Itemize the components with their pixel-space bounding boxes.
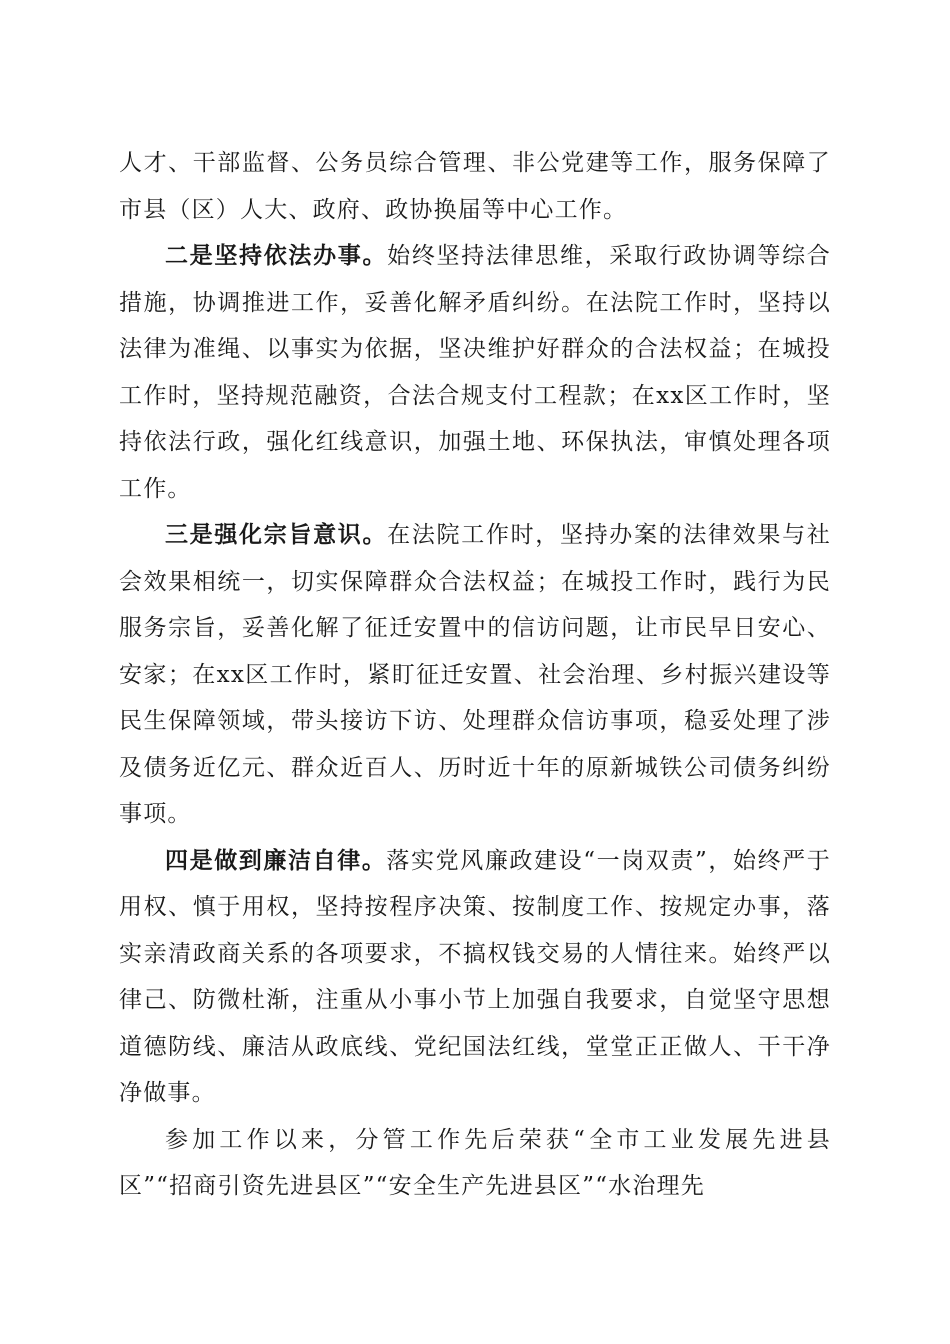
paragraph-lead: 四是做到廉洁自律。: [165, 846, 387, 874]
paragraph-lead: 三是强化宗旨意识。: [165, 521, 388, 548]
paragraph-text: 始终坚持法律思维，采取行政协调等综合措施，协调推进工作，妥善化解矛盾纠纷。在法院工作时，坚持以法律为准绳、以事实为依据，坚决维护好群众的合法权益；在城投工作时，坚持规范融资，合法合规支付工程款；在xx区工作时，坚持依法行政，强化红线意识，加强土地、环保执法，审慎处理各项工作。: [119, 243, 831, 502]
paragraph-lead: 二是坚持依法办事。: [165, 242, 388, 269]
paragraph-integrity: [119, 838, 831, 1117]
paragraph-continuation: [119, 140, 831, 233]
paragraph-purpose: [119, 512, 831, 838]
paragraph-text: 参加工作以来，分管工作先后荣获“全市工业发展先进县区”“招商引资先进县区”“安全生产先进县区”“水治理先: [119, 1126, 831, 1199]
document-body: [119, 140, 831, 1210]
paragraph-rule-of-law: [119, 233, 831, 512]
paragraph-text: 人才、干部监督、公务员综合管理、非公党建等工作，服务保障了市县（区）人大、政府、政协换届等中心工作。: [119, 150, 831, 223]
paragraph-honors: [119, 1117, 831, 1210]
paragraph-text: 落实党风廉政建设“一岗双责”，始终严于用权、慎于用权，坚持按程序决策、按制度工作、按规定办事，落实亲清政商关系的各项要求，不搞权钱交易的人情往来。始终严以律己、防微杜渐，注重从小事小节上加强自我要求，自觉坚守思想道德防线、廉洁从政底线、党纪国法红线，堂堂正正做人、干干净净做事。: [119, 847, 831, 1106]
paragraph-text: 在法院工作时，坚持办案的法律效果与社会效果相统一，切实保障群众合法权益；在城投工作时，践行为民服务宗旨，妥善化解了征迁安置中的信访问题，让市民早日安心、安家；在xx区工作时，紧盯征迁安置、社会治理、乡村振兴建设等民生保障领域，带头接访下访、处理群众信访事项，稳妥处理了涉及债务近亿元、群众近百人、历时近十年的原新城铁公司债务纠纷事项。: [119, 522, 831, 827]
